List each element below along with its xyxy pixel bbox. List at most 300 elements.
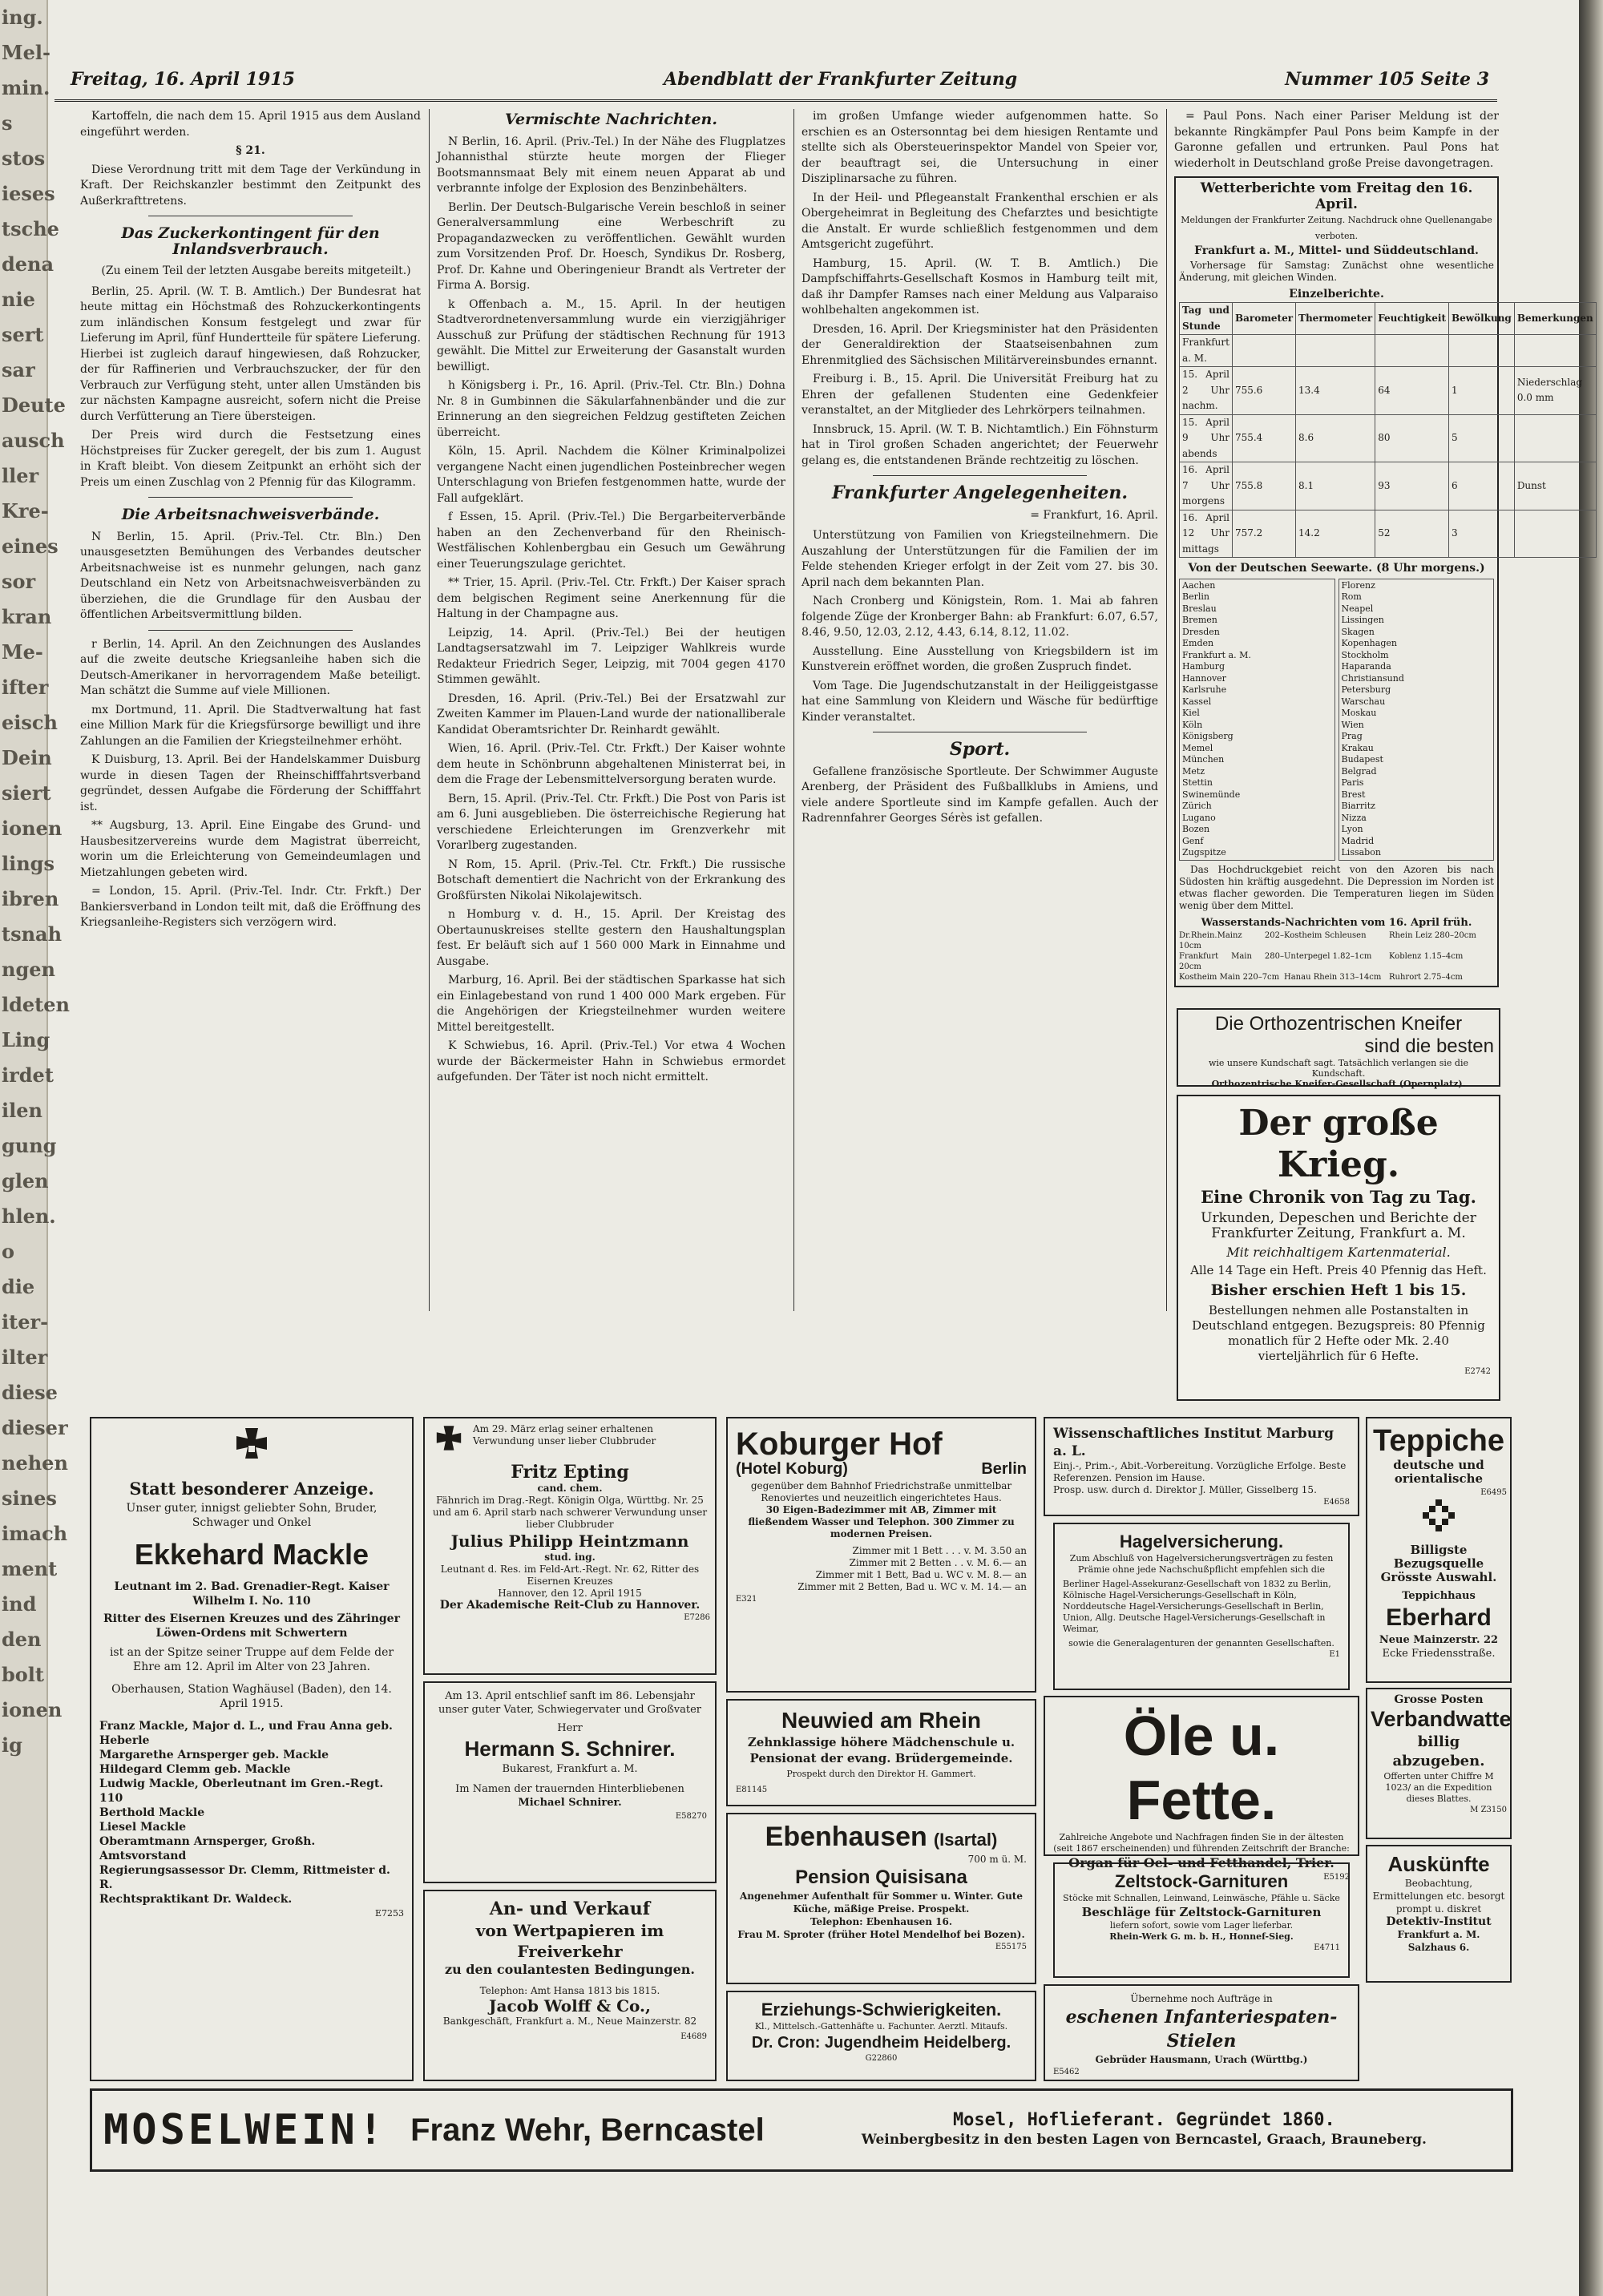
ad-line: Organ für Oel- und Fetthandel, Trier. [1068, 1855, 1334, 1870]
article-title: Frankfurter Angelegenheiten. [831, 482, 1129, 503]
table-cell: 15. April 2 Uhr nachm. [1180, 367, 1233, 415]
table-cell: 15. April 9 Uhr abends [1180, 414, 1233, 462]
paragraph: n Homburg v. d. H., 15. April. Der Kreistag des Obertaunuskreises stellte gestern den Haushaltungsplan fest. Er beläuft sich auf 1 560 000 Mark in Einnahme und Ausgabe. [437, 908, 785, 968]
ad-line: Unser guter, innigst geliebter Sohn, Bruder, Schwager und Onkel [126, 1502, 378, 1529]
paragraph: mx Dortmund, 11. April. Die Stadtverwaltung hat fast eine Million Mark für die Kriegsfürsorge bewilligt und ihre Zahlungen an die Familien der Kriegsteilnehmer erhöht. [80, 703, 421, 748]
table-cell [1514, 510, 1596, 558]
table-cell: 13.4 [1296, 367, 1375, 415]
neighbor-page-fragment: Kre- [2, 499, 49, 523]
ad-line: Am 13. April entschlief sanft im 86. Lebensjahr unser guter Vater, Schwiegervater und Großvater [438, 1690, 701, 1716]
ad-moselwein [90, 2088, 1513, 2172]
table-cell: 755.8 [1232, 462, 1295, 510]
ad-koburger-hof [726, 1417, 1036, 1693]
ad-line: Einj.-, Prim.-, Abit.-Vorbereitung. Vorzügliche Erfolge. Beste Referenzen. Pension im Hause. [1053, 1460, 1347, 1483]
ad-line: Salzhaus 6. [1407, 1942, 1470, 1953]
ad-code: E321 [736, 1595, 757, 1604]
station-name: Wien [1341, 719, 1364, 730]
ad-spaten-stiele [1044, 1984, 1359, 2081]
neighbor-page-fragment: ibren [2, 887, 59, 910]
ad-line: Franz Mackle, Major d. L., und Frau Anna geb. Heberle [99, 1720, 393, 1747]
station-name: Metz [1182, 765, 1205, 777]
weather-box [1174, 176, 1593, 987]
paragraph: Hamburg, 15. April. (W. T. B. Amtlich.) Die Dampfschiffahrts-Gesellschaft Kosmos in Hamburg teilt mit, daß ihr Dampfer Ramses nach einer Meldung aus Valparaiso wohlbehalten angekommen ist. [802, 256, 1158, 317]
weather-title: Wetterberichte vom Freitag den 16. April. [1200, 180, 1473, 212]
paragraph: K Duisburg, 13. April. Bei der Handelskammer Duisburg wurde in diesen Tagen der Rheinschifffahrtsverband gegründet, dessen Aufgabe die Förderung der Schifffahrt ist. [80, 753, 421, 813]
ad-ebenhausen [726, 1813, 1036, 1984]
water-levels-title: Wasserstands-Nachrichten vom 16. April früh. [1201, 916, 1472, 929]
neighbor-page-fragment: min. [2, 76, 50, 99]
ad-line: ist an der Spitze seiner Truppe auf dem Felde der Ehre am 12. April im Alter von 23 Jahren. [109, 1646, 394, 1673]
ad-line: Grosse Posten [1394, 1693, 1484, 1706]
ad-subtitle: Eine Chronik von Tag zu Tag. [1201, 1187, 1476, 1207]
neighbor-page-fragment: ller [2, 464, 39, 487]
station-name: Skagen [1341, 626, 1375, 637]
station-name: Lyon [1341, 824, 1363, 834]
neighbor-page-fragment: glen [2, 1169, 49, 1192]
divider [873, 475, 1087, 476]
ad-title: Neuwied am Rhein [781, 1708, 981, 1733]
ad-line: und am 6. April starb nach schwerer Verwundung unser lieber Clubbruder [432, 1507, 708, 1530]
paragraph: Der Preis wird durch die Festsetzung eines Höchstpreises für Zucker geregelt, der bis zum 1. August in Kraft bleibt. Von diesem Zeitpunkt an erhöht sich der Preis um einen Zuschlag von 2 Pfennig für das Kilogramm. [80, 429, 421, 489]
station-name: Christiansund [1341, 672, 1404, 684]
ad-auskuenfte [1366, 1845, 1512, 1983]
header-date: Freitag, 16. April 1915 [71, 69, 295, 90]
ad-name: Ekkehard Mackle [134, 1538, 369, 1571]
ad-line: Jacob Wolff & Co., [489, 1996, 651, 2016]
paragraph: Köln, 15. April. Nachdem die Kölner Kriminalpolizei vergangene Nacht einen jugendlichen Posteinbrecher wegen Unterschlagung von Briefen festgenommen hatte, wurde der Fall aufgeklärt. [437, 445, 785, 505]
station-name: Paris [1341, 777, 1364, 788]
column-rule [429, 109, 430, 1311]
ad-title: eschenen Infanteriespaten-Stielen [1065, 2007, 1338, 2052]
price-line: Zimmer mit 2 Betten . . v. M. 6.— an [849, 1557, 1027, 1568]
paragraph: = Paul Pons. Nach einer Pariser Meldung ist der bekannte Ringkämpfer Paul Pons beim Kampfe in der Garonne gefallen und ertrunken. Paul Pons hat wiederholt in Deutschland große Preise davongetragen. [1174, 110, 1499, 170]
ad-teppiche-eberhard [1366, 1417, 1512, 1683]
neighbor-page-fragment: ment [2, 1557, 58, 1580]
ad-line: Billigste Bezugsquelle [1393, 1543, 1484, 1571]
paragraph: ** Trier, 15. April. (Priv.-Tel. Ctr. Frkft.) Der Kaiser sprach dem belgischen Regiment seine Anerkennung für die Haltung in der Champagne aus. [437, 576, 785, 620]
weather-summary: Das Hochdruckgebiet reicht von den Azoren bis nach Südosten hin kräftig ausgedehnt. Die Depression im Norden ist etwas flacher geworden. Die Temperaturen liegen im Süden wenig über dem Mittel. [1179, 863, 1494, 911]
ad-line: Zum Abschluß von Hagelversicherungsverträgen zu festen Prämie ohne jede Nachschußpflicht empfehlen sich die [1069, 1553, 1334, 1575]
ad-code: E4711 [1314, 1943, 1340, 1952]
ad-institut-marburg [1044, 1417, 1359, 1516]
ad-code: E4658 [1323, 1498, 1350, 1507]
ad-line: 700 m ü. M. [967, 1854, 1027, 1865]
station-name: Biarritz [1341, 801, 1375, 811]
station-name: Rom [1341, 591, 1362, 602]
ad-title: Erziehungs-Schwierigkeiten. [761, 1999, 1002, 2020]
ad-line: Bankgeschäft, Frankfurt a. M., Neue Mainzerstr. 82 [442, 2016, 697, 2027]
ad-line: gegenüber dem Bahnhof Friedrichstraße unmittelbar [750, 1480, 1012, 1491]
paragraph: Ausstellung. Eine Ausstellung von Kriegsbildern ist im Kunstverein eröffnet worden, die großen Zuspruch findet. [802, 644, 1158, 673]
ad-der-grosse-krieg [1177, 1095, 1500, 1401]
neighbor-page-fragment: iter- [2, 1310, 49, 1334]
station-name: Hamburg [1182, 661, 1225, 672]
table-cell: 6 [1448, 462, 1514, 510]
ad-line: Bisher erschien Heft 1 bis 15. [1210, 1281, 1467, 1299]
table-cell: 8.6 [1296, 414, 1375, 462]
neighbor-page-fragment: lings [2, 852, 55, 875]
dateline: = Frankfurt, 16. April. [1030, 508, 1158, 522]
paragraph: Berlin. Der Deutsch-Bulgarische Verein beschloß in seiner Generalversammlung eine Werbeschrift zu Propagandazwecken zu veröffentlichen. Gewählt wurden zum Vorsitzenden Prof. Dr. Hoesch, Syndikus Dr. Rosberg, Prof. Dr. Kahne und Oberingenieur Brandt als Vertreter der Firma A. Borsig. [437, 200, 785, 292]
ad-title: Auskünfte [1387, 1852, 1490, 1876]
station-name: Königsberg [1182, 731, 1234, 741]
paragraph: In der Heil- und Pflegeanstalt Frankenthal erschien er als Obergeheimrat in Begleitung des Chefarztes und besichtigte die Anstalt. Er wurde schließlich festgenommen und dem Amtsgericht zugeführt. [802, 191, 1158, 251]
ad-name: Pension Quisisana [795, 1866, 967, 1888]
ad-line: Regierungsassessor Dr. Clemm, Rittmeister d. R. [99, 1864, 390, 1891]
ad-line: Oberhausen, Station Waghäusel (Baden), den 14. April 1915. [111, 1683, 392, 1710]
neighbor-page-fragment: sines [2, 1487, 57, 1510]
table-row [1180, 367, 1597, 415]
ad-line: Gebrüder Hausmann, Urach (Württbg.) [1095, 2054, 1308, 2065]
table-cell: 3 [1448, 510, 1514, 558]
ad-line: Zahlreiche Angebote und Nachfragen finden Sie in der ältesten (seit 1867 erscheinenden) und führenden Zeitschrift der Branche: [1053, 1832, 1350, 1854]
station-name: Genf [1182, 835, 1204, 846]
table-row [1180, 510, 1597, 558]
station-name: Warschau [1341, 696, 1386, 707]
station-name: Frankfurt a. M. [1182, 649, 1251, 660]
table-cell: 8.1 [1296, 462, 1375, 510]
ad-line: Kl., Mittelsch.-Gattenhäfte u. Fachunter. Aerztl. Mitaufs. [754, 2021, 1008, 2032]
weather-region: Frankfurt a. M., Mittel- und Süddeutschland. [1194, 244, 1479, 257]
paragraph: Leipzig, 14. April. (Priv.-Tel.) Bei der heutigen Landtagsersatzwahl im 7. Leipziger Wahlkreis wurde Redakteur Friedrich Seger, Leipzig, mit 7004 gegen 4170 Stimmen gewählt. [437, 626, 785, 686]
ad-name: Franz Wehr, Berncastel [410, 2112, 765, 2148]
ad-code: G22860 [865, 2054, 898, 2063]
ad-line: von Wertpapieren im Freiverkehr [475, 1921, 664, 1961]
water-level-entry: Hanau Rhein 313–14cm [1284, 973, 1382, 982]
station-name: Breslau [1182, 603, 1217, 614]
header-page-number: Nummer 105 Seite 3 [1285, 69, 1489, 90]
ad-line: billig abzugeben. [1392, 1733, 1485, 1769]
table-cell: 93 [1375, 462, 1449, 510]
ad-line: Frankfurt a. M. [1397, 1929, 1480, 1940]
neighbor-page-fragment: den [2, 1628, 42, 1651]
ad-line: zu den coulantesten Bedingungen. [445, 1962, 695, 1977]
station-name: Bozen [1182, 824, 1210, 834]
station-name: Karlsruhe [1182, 684, 1227, 695]
ad-line: Prospekt durch den Direktor H. Gammert. [786, 1769, 976, 1779]
price-line: Zimmer mit 1 Bett, Bad u. WC v. M. 8.— an [815, 1569, 1027, 1580]
station-name: Zugspitze [1182, 847, 1226, 857]
ad-code: E7253 [374, 1908, 404, 1919]
header-title: Abendblatt der Frankfurter Zeitung [664, 69, 1018, 90]
ad-title: Hagelversicherung. [1119, 1531, 1284, 1552]
ad-title: MOSELWEIN! [103, 2106, 387, 2154]
neighbor-page-fragment: ilter [2, 1346, 48, 1369]
table-header-cell: Bewölkung [1448, 303, 1514, 335]
ad-code: E2742 [1464, 1367, 1491, 1376]
paragraph: K Schwiebus, 16. April. (Priv.-Tel.) Vor etwa 4 Wochen wurde der Bäckermeister Hahn in Schwiebus ermordet aufgefunden. Der Täter ist noch nicht ermittelt. [437, 1039, 785, 1083]
article-title: Das Zuckerkontingent für den Inlandsverbrauch. [121, 224, 380, 258]
ad-line: Teppichhaus [1402, 1590, 1476, 1602]
station-name: Brest [1341, 789, 1366, 800]
ad-line: Beschläge für Zeltstock-Garnituren [1081, 1905, 1322, 1919]
station-name: Köln [1182, 719, 1203, 730]
article-title: Die Arbeitsnachweisverbände. [121, 506, 380, 523]
water-level-entry: Koblenz 1.15–4cm [1389, 952, 1464, 961]
page-header [55, 67, 1497, 102]
ad-line: Übernehme noch Aufträge in [1130, 1993, 1273, 2004]
ad-title: Verbandwatte [1371, 1707, 1512, 1731]
water-level-entry: Rhein Leiz 280–20cm [1389, 931, 1476, 940]
table-cell: 5 [1448, 414, 1514, 462]
neighbor-page-fragment: Deute [2, 393, 66, 417]
neighbor-page-fragment: o die [2, 1240, 35, 1298]
ad-code: E5462 [1053, 2068, 1080, 2076]
water-level-entry: Kostheim Main 220–7cm [1179, 973, 1280, 982]
paragraph: r Berlin, 14. April. An den Zeichnungen des Auslandes auf die zweite deutsche Kriegsanleihe haben sich die Deutsch-Amerikaner in hervorragendem Maße beteiligt. Man schätzt die Summe auf viele Millionen. [80, 637, 421, 697]
table-cell: 80 [1375, 414, 1449, 462]
ad-code: E7286 [684, 1613, 710, 1622]
ad-line: cand. chem. [537, 1483, 603, 1494]
paragraph: N Berlin, 15. April. (Priv.-Tel. Ctr. Bln.) Den unausgesetzten Bemühungen des Verbandes deutscher Arbeitsnachweise ist es nunmehr gelungen, nach ganz Deutschland ein Netz von Arbeitsnachweisverbänden zu überziehen, die die Grundlage für den Ausbau der öffentlichen Arbeitsvermittlung bilden. [80, 530, 421, 621]
ad-line: Frau M. Sproter (früher Hotel Mendelhof bei Bozen). [737, 1929, 1025, 1940]
neighbor-page-fragment: Ling [2, 1028, 50, 1051]
ad-code: E58270 [675, 1812, 707, 1821]
station-name: Kopenhagen [1341, 638, 1397, 648]
ad-line: stud. ing. [544, 1552, 596, 1563]
neighbor-page-fragment: ionen [2, 1698, 63, 1721]
left-neighbor-page-strip [0, 0, 70, 2296]
neighbor-page-fragment: ig [2, 1733, 22, 1757]
table-cell: 52 [1375, 510, 1449, 558]
iron-cross-icon [228, 1425, 276, 1473]
ad-line: Urkunden, Depeschen und Berichte der [1201, 1210, 1476, 1226]
paragraph: Gefallene französische Sportleute. Der Schwimmer Auguste Arenberg, der Präsident des Fußballklubs in Amiens, und viele andere Sportleute sind im Kampfe gefallen. Auch der Radrennfahrer Georges Sérès ist gefallen. [802, 765, 1158, 825]
ad-line: Rechtspraktikant Dr. Waldeck. [99, 1893, 293, 1906]
ad-code: E81145 [736, 1786, 768, 1794]
detail-reports-title: Einzelberichte. [1289, 287, 1384, 301]
ad-line: Offerten unter Chiffre M 1023/ an die Expedition dieses Blattes. [1383, 1771, 1494, 1804]
paragraph: Diese Verordnung tritt mit dem Tage der Verkündung in Kraft. Der Reichskanzler bestimmt den Zeitpunkt des Außerkrafttretens. [80, 163, 421, 208]
ad-line: Leutnant d. Res. im Feld-Art.-Regt. Nr. 62, Ritter des Eisernen Kreuzes [440, 1564, 700, 1587]
station-name: Zürich [1182, 801, 1212, 811]
neighbor-page-fragment: eisch [2, 711, 58, 734]
ad-line: Stöcke mit Schnallen, Leinwand, Leinwäsche, Pfähle u. Säcke [1063, 1893, 1340, 1903]
ad-line: Statt besonderer Anzeige. [129, 1479, 374, 1499]
ad-code: E5192 [1323, 1873, 1350, 1882]
ad-line: Beobachtung, Ermittelungen etc. besorgt prompt u. diskret [1372, 1878, 1505, 1915]
station-name: Lugano [1182, 812, 1216, 823]
station-name: Belgrad [1341, 765, 1377, 777]
ad-line: Margarethe Arnsperger geb. Mackle [99, 1749, 329, 1761]
ad-line: Mosel, Hoflieferant. Gegründet 1860. [952, 2110, 1335, 2130]
ad-neuwied [726, 1699, 1036, 1806]
neighbor-page-fragment: ionen [2, 817, 63, 840]
station-name: Florenz [1341, 579, 1375, 591]
weather-column [1174, 109, 1593, 995]
neighbor-page-fragment: sor [2, 570, 36, 593]
divider [148, 630, 353, 631]
table-cell [1514, 335, 1596, 367]
station-name: Aachen [1182, 579, 1216, 591]
table-cell: Frankfurt a. M. [1180, 335, 1233, 367]
ad-title: Zeltstock-Garnituren [1114, 1871, 1289, 1891]
neighbor-page-fragment: ngen [2, 958, 55, 981]
paragraph: Freiburg i. B., 15. April. Die Universität Freiburg hat zu Ehren der gefallenen Studenten eine Gedenkfeier veranstaltet, an der Mitglieder des Lehrkörpers teilnahmen. [802, 373, 1158, 417]
ad-line: Renoviertes und neuzeitlich eingerichtetes Haus. [761, 1492, 1002, 1503]
neighbor-page-fragment: ilen [2, 1099, 42, 1122]
table-cell [1296, 335, 1375, 367]
weather-subtitle: Meldungen der Frankfurter Zeitung. Nachdruck ohne Quellenangabe verboten. [1181, 215, 1492, 241]
ad-death-notice-schnirer [423, 1681, 717, 1883]
water-level-entry: Kostheim Schleusen [1284, 931, 1367, 940]
neighbor-page-fragment: dieser [2, 1416, 68, 1439]
paragraph: N Berlin, 16. April. (Priv.-Tel.) In der Nähe des Flugplatzes Johannisthal stürzte heute morgen der Flieger Bootsmannsmaat Bely mit einem neuen Apparat ab und verbrannte infolge der Explosion des Benzinbehälters. [437, 135, 785, 195]
ad-line: Berthold Mackle [99, 1806, 205, 1819]
paragraph: f Essen, 15. April. (Priv.-Tel.) Die Bergarbeiterverbände haben an den Zechenverband für den Rheinisch-Westfälischen Kohlenbergbau ein Gesuch um Gewährung einer Teuerungszulage gerichtet. [437, 510, 785, 571]
table-cell [1232, 335, 1295, 367]
neighbor-page-fragment: nehen [2, 1451, 68, 1475]
table-header-cell: Thermometer [1296, 303, 1375, 335]
water-level-entry: Ruhrort 2.75–4cm [1389, 973, 1463, 982]
table-row [1180, 414, 1597, 462]
paragraph: Innsbruck, 15. April. (W. T. B. Nichtamtlich.) Ein Föhnsturm hat in Tirol großen Schaden angerichtet; der Feuerwehr gelang es, die entstandenen Brände rechtzeitig zu löschen. [802, 422, 1158, 467]
ad-line: Im Namen der trauernden Hinterbliebenen [455, 1783, 684, 1795]
ad-line: sind die besten [1364, 1035, 1494, 1057]
neighbor-page-fragment: tsnah [2, 922, 63, 946]
station-name: München [1182, 754, 1225, 765]
ad-line: Hildegard Clemm geb. Mackle [99, 1763, 291, 1776]
ad-line: sowie die Generalagenturen der genannten Gesellschaften. [1068, 1638, 1334, 1648]
column-rule [793, 109, 794, 1311]
neighbor-page-fragment: nie [2, 288, 35, 311]
table-cell: 16. April 7 Uhr morgens [1180, 462, 1233, 510]
station-name: Hannover [1182, 672, 1226, 684]
ad-title: Wissenschaftliches Institut Marburg a. L. [1053, 1426, 1334, 1459]
table-cell: Niederschlag 0.0 mm [1514, 367, 1596, 415]
ad-title: Koburger Hof [736, 1426, 943, 1462]
neighbor-page-fragment: irdet [2, 1063, 54, 1087]
ad-title: Der große Krieg. [1238, 1103, 1439, 1185]
table-row [1180, 335, 1597, 367]
ad-subtitle: deutsche und orientalische [1393, 1458, 1484, 1486]
station-name: Swinemünde [1182, 789, 1241, 800]
table-cell: 755.6 [1232, 367, 1295, 415]
table-cell [1375, 335, 1449, 367]
station-name: Stockholm [1341, 649, 1389, 660]
neighbor-page-fragment: sert [2, 323, 44, 346]
ad-line: Fähnrich im Drag.-Regt. Königin Olga, Württbg. Nr. 25 [436, 1495, 704, 1506]
station-name: Bremen [1182, 615, 1217, 625]
ad-code: E1 [1329, 1650, 1340, 1659]
ad-line: Telephon: Ebenhausen 16. [810, 1916, 953, 1927]
neighbor-page-fragment: ing. [2, 6, 43, 29]
station-name: Prag [1341, 731, 1363, 741]
article-column-1 [80, 109, 421, 1263]
ad-title: Öle u. Fette. [1123, 1705, 1280, 1831]
neighbor-page-fragment: ind [2, 1592, 37, 1616]
station-name: Emden [1182, 638, 1214, 648]
ad-erziehung [726, 1991, 1036, 2081]
paragraph: Wien, 16. April. (Priv.-Tel. Ctr. Frkft.) Der Kaiser wohnte dem heute in Schönbrunn abgehaltenen Ministerrat bei, in dem die Frage der Lebensmittelversorgung beraten wurde. [437, 742, 785, 786]
ad-line: Prosp. usw. durch d. Direktor J. Müller, Gisselberg 15. [1053, 1484, 1317, 1495]
station-name: Kassel [1182, 696, 1212, 707]
neighbor-page-fragment: ausch [2, 429, 65, 452]
table-cell: 1 [1448, 367, 1514, 415]
station-name: Berlin [1182, 591, 1209, 602]
paragraph: Dresden, 16. April. (Priv.-Tel.) Bei der Ersatzwahl zur Zweiten Kammer im Plauen-Land wurde der nationalliberale Kandidat Oberamtsrichter Dr. Reinhardt gewählt. [437, 692, 785, 736]
paragraph: Kartoffeln, die nach dem 15. April 1915 aus dem Ausland eingeführt werden. [80, 110, 421, 139]
neighbor-page-fragment: sar [2, 358, 35, 381]
table-cell: Dunst [1514, 462, 1596, 510]
ad-line: Am 29. März erlag seiner erhaltenen Verwundung unser lieber Clubbruder [473, 1423, 656, 1447]
ad-line: Der Akademische Reit-Club zu Hannover. [439, 1599, 701, 1612]
ad-city: Berlin [981, 1460, 1027, 1478]
table-header-cell: Tag und Stunde [1180, 303, 1233, 335]
article-column-3 [802, 109, 1158, 1263]
ad-line: Frankfurter Zeitung, Frankfurt a. M. [1211, 1225, 1466, 1241]
station-table [1179, 579, 1494, 861]
ad-title: Teppiche [1373, 1424, 1504, 1458]
ad-line: Mit reichhaltigem Kartenmaterial. [1226, 1245, 1451, 1260]
section-title-sport: Sport. [949, 739, 1011, 760]
neighbor-page-fragment: gung [2, 1134, 57, 1157]
ad-line: Bukarest, Frankfurt a. M. [502, 1763, 638, 1775]
ad-line: Die Orthozentrischen Kneifer [1214, 1013, 1463, 1035]
ad-subtitle: (Hotel Koburg) [736, 1460, 848, 1478]
table-cell [1448, 335, 1514, 367]
neighbor-page-fragment: siert [2, 781, 51, 805]
water-level-entry: Frankfurt Main 280–20cm [1179, 952, 1284, 971]
ad-line: Ludwig Mackle, Oberleutnant im Gren.-Regt. 110 [99, 1777, 384, 1805]
neighbor-page-fragment: stos [2, 147, 46, 170]
station-name: Kiel [1182, 708, 1200, 718]
ad-name: Eberhard [1386, 1604, 1492, 1631]
neighbor-page-fragment: ifter [2, 676, 49, 699]
ad-line: Orthozentrische Kneifer-Gesellschaft (Opernplatz). [1211, 1079, 1466, 1089]
ad-verbandwatte [1366, 1688, 1512, 1839]
ad-code: M Z3150 [1470, 1806, 1507, 1814]
neighbor-page-fragment: kran [2, 605, 52, 628]
ad-zeltstock [1053, 1862, 1350, 1978]
ad-subtitle: (Isartal) [933, 1830, 998, 1850]
seewarte-title: Von der Deutschen Seewarte. (8 Uhr morgens.) [1188, 562, 1485, 575]
table-cell: 64 [1375, 367, 1449, 415]
station-name: Dresden [1182, 626, 1220, 637]
paragraph: Vom Tage. Die Jugendschutzanstalt in der Heiliggeistgasse hat eine Sammlung von Kleidern und Wäsche für bedürftige Kinder veranstaltet. [802, 679, 1158, 724]
ad-line: 30 Eigen-Badezimmer mit AB, Zimmer mit fließendem Wasser und Telephon. 300 Zimmer zu modernen Preisen. [748, 1504, 1015, 1539]
ad-title: An- und Verkauf [489, 1899, 651, 1919]
neighbor-page-fragment: dena [2, 252, 55, 276]
table-cell [1514, 414, 1596, 462]
water-level-entry: Unterpegel 1.82–1cm [1284, 952, 1372, 961]
water-level-entry: Dr.Rhein.Mainz 202–10cm [1179, 931, 1284, 950]
ad-code: E6495 [1480, 1488, 1507, 1497]
paragraph: = London, 15. April. (Priv.-Tel. Indr. Ctr. Frkft.) Der Bankiersverband in London teilt mit, daß die Eröffnung des Kriegsanleihe-Registers sich verzögern wird. [80, 885, 421, 929]
carpet-pattern-icon [1415, 1499, 1463, 1539]
section-heading: § 21. [236, 144, 265, 157]
ad-line: wie unsere Kundschaft sagt. Tatsächlich verlangen sie die Kundschaft. [1208, 1058, 1468, 1079]
ad-code: E4689 [680, 2032, 707, 2041]
neighbor-page-fragment: imach [2, 1522, 68, 1545]
paragraph: N Rom, 15. April. (Priv.-Tel. Ctr. Frkft.) Die russische Botschaft dementiert die Nachricht von der Erkrankung des Großfürsten Nikolai Nikolajewitsch. [437, 857, 785, 902]
paragraph: k Offenbach a. M., 15. April. In der heutigen Stadtverordnetenversammlung wurde ein vierzigjähriger Ausschuß zur Prüfung der städtischen Rechnung für 1913 gewählt. Die Mittel zur Erweiterung der Gasanstalt wurden bewilligt. [437, 297, 785, 373]
neighbor-page-fragment: tsche [2, 217, 59, 240]
neighbor-page-fragment: bolt [2, 1663, 44, 1686]
paragraph: Marburg, 16. April. Bei der städtischen Sparkasse hat sich ein Einlagebestand von rund 1 400 000 Mark ergeben. Für die Angehörigen der Kriegsteilnehmer wurden weitere Mittel bereitgestellt. [437, 974, 785, 1034]
ad-line: Oberamtmann Arnsperger, Großh. Amtsvorstand [99, 1835, 316, 1862]
station-name: Lissingen [1341, 615, 1384, 625]
ad-jacob-wolff [423, 1890, 717, 2081]
station-name: Petersburg [1341, 684, 1391, 695]
ad-line: Hannover, den 12. April 1915 [498, 1588, 642, 1599]
ad-line: liefern sofort, sowie vom Lager lieferbar. [1109, 1920, 1294, 1931]
station-name: Krakau [1341, 742, 1374, 753]
ad-name: Julius Philipp Heintzmann [450, 1531, 689, 1551]
column-rule [1166, 109, 1167, 1311]
ad-code: E55175 [995, 1943, 1027, 1951]
paragraph: Nach Cronberg und Königstein, Rom. 1. Mai ab fahren folgende Züge der Kronberger Bahn: ab Frankfurt: 6.07, 6.57, 8.46, 9.50, 12.03, 2.12, 4.43, 6.14, 8.12, 11.02. [802, 595, 1158, 639]
